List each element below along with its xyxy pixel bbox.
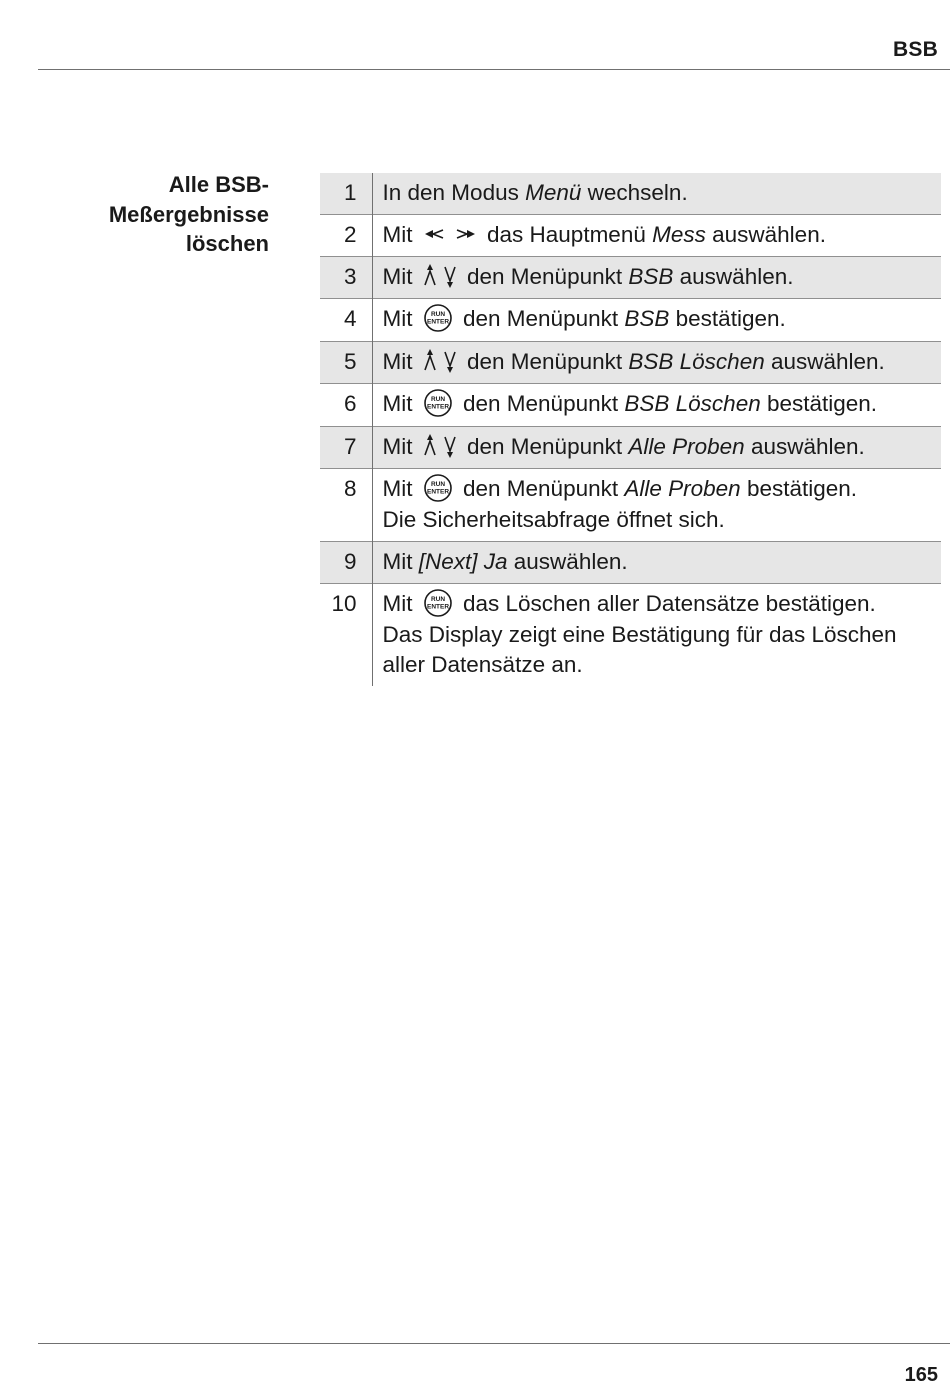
step-text-fragment: auswählen. — [744, 434, 865, 460]
step-text-fragment: Mit — [382, 434, 419, 460]
menu-term: BSB Löschen — [624, 391, 761, 417]
step-text-fragment: auswählen. — [705, 222, 826, 247]
step-number: 7 — [320, 427, 372, 469]
step-text-fragment: Mit — [382, 306, 419, 331]
step-text-fragment: In den Modus — [382, 180, 526, 205]
menu-term: Menü — [525, 180, 582, 205]
step-text-fragment: bestätigen. — [669, 306, 786, 331]
up-down-arrow-keys-icon — [423, 263, 457, 289]
step-text-fragment: auswählen. — [764, 349, 885, 375]
step-instruction — [383, 220, 936, 250]
left-right-arrow-keys-icon — [423, 226, 477, 242]
svg-text:ENTER: ENTER — [426, 318, 449, 326]
step-text-fragment: das Löschen aller Datensätze bestätigen. — [456, 591, 876, 617]
step-text-fragment: den Menüpunkt — [460, 434, 629, 460]
step-text — [372, 542, 941, 584]
menu-term: Alle Proben — [624, 476, 741, 502]
section-heading — [60, 170, 269, 259]
step-row — [320, 342, 941, 384]
menu-term: Mess — [652, 222, 706, 247]
step-text — [372, 342, 941, 384]
step-instruction — [383, 474, 936, 505]
step-text-fragment: auswählen. — [507, 549, 628, 575]
step-row — [320, 384, 941, 427]
menu-term: [Next] Ja — [418, 549, 508, 575]
step-note: Das Display zeigt eine Bestätigung für das Löschen aller Datensätze an. — [382, 622, 897, 678]
step-text-fragment: den Menüpunkt — [456, 306, 625, 331]
step-text-fragment: das Hauptmenü — [480, 222, 653, 247]
footer-rule — [38, 1343, 950, 1344]
step-row — [320, 173, 941, 215]
step-text-fragment: auswählen. — [673, 264, 794, 289]
step-row — [320, 584, 941, 687]
section-heading-line: Meßergebnisse — [108, 201, 269, 227]
section-heading-line: Alle BSB- — [168, 172, 269, 197]
step-row — [320, 469, 941, 542]
step-row — [320, 215, 941, 257]
step-text-fragment: den Menüpunkt — [460, 264, 629, 289]
step-text-fragment: Mit — [382, 349, 419, 375]
step-row — [320, 427, 941, 469]
step-text-fragment: wechseln. — [581, 180, 688, 205]
step-number: 1 — [320, 173, 372, 215]
step-number: 2 — [320, 215, 372, 257]
section-heading-line: löschen — [185, 231, 269, 256]
step-row — [320, 542, 941, 584]
svg-text:RUN: RUN — [430, 311, 445, 319]
step-instruction — [383, 304, 936, 335]
step-instruction — [383, 589, 936, 620]
step-number: 5 — [320, 342, 372, 384]
step-instruction — [383, 262, 936, 292]
step-instruction — [383, 389, 936, 420]
steps-table — [320, 173, 941, 686]
step-number: 3 — [320, 257, 372, 299]
step-text-fragment: bestätigen. — [740, 476, 858, 502]
step-text — [372, 384, 941, 427]
up-down-arrow-keys-icon — [423, 433, 457, 459]
running-header-title: BSB — [893, 38, 938, 61]
page-number: 165 — [904, 1364, 938, 1386]
step-text-fragment: den Menüpunkt — [456, 476, 625, 502]
step-instruction — [383, 347, 936, 377]
step-note: Die Sicherheitsabfrage öffnet sich. — [382, 507, 725, 533]
step-text-fragment: den Menüpunkt — [460, 349, 629, 375]
menu-term: Alle Proben — [628, 434, 745, 460]
step-row — [320, 257, 941, 299]
step-row — [320, 299, 941, 342]
menu-term: BSB — [628, 264, 674, 289]
menu-term: BSB — [624, 306, 670, 331]
step-text — [372, 469, 941, 542]
svg-text:RUN: RUN — [430, 596, 445, 604]
svg-text:ENTER: ENTER — [426, 488, 449, 496]
step-number: 6 — [320, 384, 372, 427]
svg-text:ENTER: ENTER — [426, 603, 449, 611]
step-text — [372, 173, 941, 215]
step-text-fragment: den Menüpunkt — [456, 391, 625, 417]
svg-text:RUN: RUN — [430, 396, 445, 404]
run-enter-key-icon — [423, 388, 453, 418]
step-instruction — [383, 547, 936, 577]
up-down-arrow-keys-icon — [423, 348, 457, 374]
menu-term: BSB Löschen — [628, 349, 765, 375]
step-text — [372, 299, 941, 342]
step-text — [372, 215, 941, 257]
run-enter-key-icon — [423, 473, 453, 503]
step-text-fragment: Mit — [382, 222, 419, 247]
step-text-fragment: Mit — [382, 264, 419, 289]
svg-text:RUN: RUN — [430, 481, 445, 489]
step-instruction — [383, 178, 936, 208]
step-number: 4 — [320, 299, 372, 342]
step-text — [372, 427, 941, 469]
run-enter-key-icon — [423, 303, 453, 333]
step-text-fragment: Mit — [382, 391, 419, 417]
step-text-fragment: bestätigen. — [760, 391, 878, 417]
step-number: 8 — [320, 469, 372, 542]
svg-text:ENTER: ENTER — [426, 403, 449, 411]
step-text-fragment: Mit — [382, 476, 419, 502]
step-text-fragment: Mit — [382, 591, 419, 617]
run-enter-key-icon — [423, 588, 453, 618]
step-number: 9 — [320, 542, 372, 584]
step-number: 10 — [320, 584, 372, 687]
step-instruction — [383, 432, 936, 462]
header-rule — [38, 69, 950, 70]
step-text — [372, 257, 941, 299]
step-text — [372, 584, 941, 687]
step-text-fragment: Mit — [382, 549, 419, 575]
